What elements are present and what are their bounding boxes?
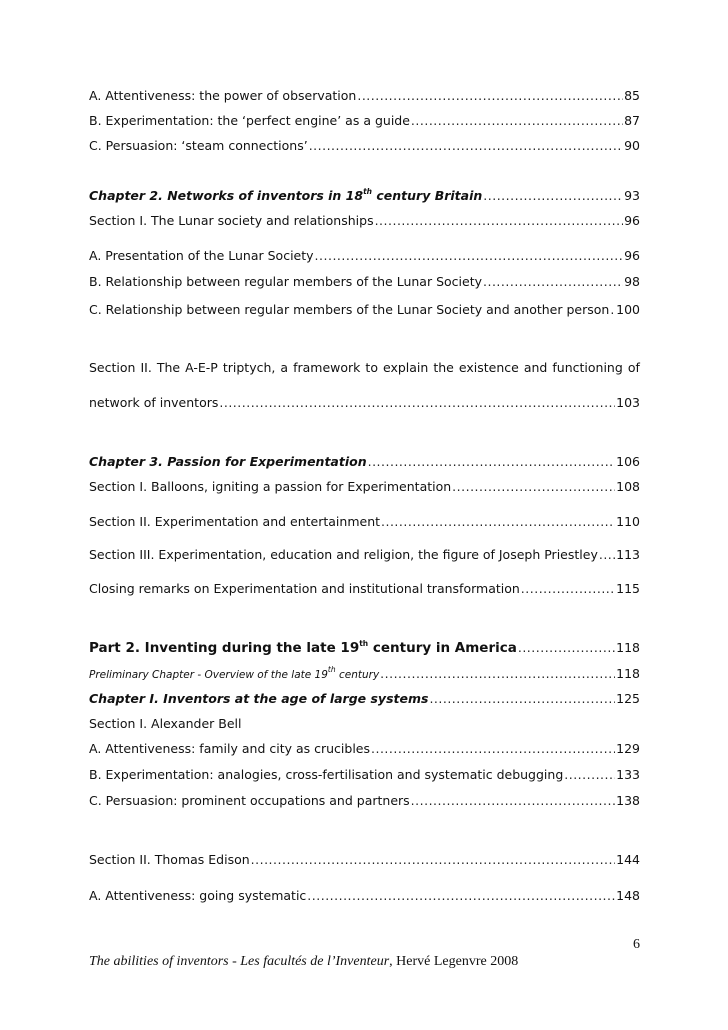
toc-page-number: 96 (624, 248, 640, 263)
title-word: existence (458, 360, 519, 375)
toc-page-number: 85 (624, 88, 640, 103)
toc-leader (251, 852, 615, 868)
toc-page-number: 98 (624, 274, 640, 289)
title-word: framework (293, 360, 361, 375)
toc-leader (219, 395, 615, 411)
toc-page-number: 133 (616, 767, 640, 782)
toc-leader (518, 640, 615, 656)
toc-page-number: 148 (616, 888, 640, 903)
toc-entry-label: A. Presentation of the Lunar Society (89, 248, 314, 263)
toc-subheading[interactable]: Section I. Alexander Bell (89, 716, 242, 731)
entry-title-part: Preliminary Chapter - Overview of the late 19 (89, 669, 328, 681)
toc-entry-label: C. Persuasion: ‘steam connections’ (89, 138, 308, 153)
toc-chapter-label: Chapter 3. Passion for Experimentation (89, 454, 367, 469)
part-title-part: Part 2. Inventing during the late 19 (89, 640, 360, 656)
toc-entry[interactable] (89, 479, 640, 495)
title-word: II. (140, 360, 152, 375)
toc-page-number: 118 (616, 640, 640, 655)
toc-entry[interactable] (89, 302, 640, 318)
toc-leader (357, 88, 623, 104)
toc-page-number: 110 (616, 514, 640, 529)
toc-entry[interactable] (89, 213, 640, 229)
toc-entry[interactable] (89, 547, 640, 563)
toc-entry[interactable] (89, 248, 640, 264)
title-word: of (627, 360, 640, 375)
toc-entry-label: A. Attentiveness: the power of observation (89, 88, 357, 103)
title-word: explain (383, 360, 429, 375)
title-word: the (433, 360, 454, 375)
toc-entry[interactable] (89, 741, 640, 757)
toc-entry-label (89, 667, 379, 683)
toc-entry[interactable] (89, 852, 640, 868)
toc-part-entry[interactable] (89, 640, 640, 656)
toc-leader (381, 514, 615, 530)
toc-page-number: 106 (616, 454, 640, 469)
toc-entry-label: Section I. The Lunar society and relationships (89, 213, 374, 228)
toc-leader (599, 547, 615, 563)
toc-page-number: 129 (616, 741, 640, 756)
ordinal-suffix: th (359, 639, 369, 648)
toc-page-number: 115 (616, 581, 640, 596)
toc-section-title-line[interactable] (89, 360, 640, 376)
footer-title: The abilities of inventors - Les facultés de l’Inventeur (89, 954, 390, 969)
toc-entry[interactable] (89, 88, 640, 104)
toc-leader (429, 691, 615, 707)
title-word: The (156, 360, 181, 375)
toc-entry[interactable] (89, 888, 640, 904)
toc-leader (564, 767, 615, 783)
toc-page-number: 96 (624, 213, 640, 228)
toc-leader (307, 888, 615, 904)
toc-leader (411, 793, 615, 809)
toc-part-label (89, 640, 517, 656)
title-word: A-E-P (185, 360, 218, 375)
toc-entry[interactable] (89, 793, 640, 809)
toc-entry-label: B. Experimentation: the ‘perfect engine’ as a guide (89, 113, 410, 128)
toc-leader (380, 666, 615, 682)
toc-chapter-entry[interactable] (89, 454, 640, 470)
ordinal-suffix: th (327, 665, 336, 674)
toc-page-number: 100 (616, 302, 640, 317)
toc-leader (309, 138, 623, 154)
toc-page-number: 90 (624, 138, 640, 153)
title-word: Section (89, 360, 136, 375)
toc-entry[interactable] (89, 581, 640, 597)
toc-entry-label: Section II. Experimentation and entertainment (89, 514, 381, 529)
page-number: 6 (633, 937, 640, 952)
toc-page-number: 87 (624, 113, 640, 128)
toc-chapter-label: Chapter I. Inventors at the age of large systems (89, 691, 429, 706)
title-word: a (280, 360, 289, 375)
toc-leader (521, 581, 615, 597)
toc-leader (483, 274, 623, 290)
chapter-title-part: century Britain (372, 188, 483, 203)
toc-page-number: 108 (616, 479, 640, 494)
toc-entry-label: Closing remarks on Experimentation and institutional transformation (89, 581, 520, 596)
toc-entry[interactable] (89, 514, 640, 530)
title-word: and (523, 360, 548, 375)
toc-entry[interactable] (89, 274, 640, 290)
toc-page-number: 113 (616, 547, 640, 562)
toc-entry[interactable] (89, 113, 640, 129)
toc-page-number: 138 (616, 793, 640, 808)
toc-entry-label: Section I. Balloons, igniting a passion for Experimentation (89, 479, 452, 494)
title-word: functioning (552, 360, 623, 375)
toc-leader (375, 213, 624, 229)
toc-page-number: 125 (616, 691, 640, 706)
toc-entry-label: Section II. Thomas Edison (89, 852, 250, 867)
toc-page-number: 103 (616, 395, 640, 410)
toc-entry[interactable] (89, 395, 640, 411)
toc-chapter-label (89, 188, 482, 204)
toc-leader (483, 188, 623, 204)
page-footer (89, 954, 518, 970)
toc-entry-label: C. Relationship between regular members of the Lunar Society and another person (89, 302, 610, 317)
toc-entry-label: network of inventors (89, 395, 219, 410)
toc-chapter-entry[interactable] (89, 188, 640, 204)
toc-entry[interactable] (89, 767, 640, 783)
part-title-part: century in America (368, 640, 517, 656)
toc-leader (368, 454, 616, 470)
toc-leader (610, 302, 615, 318)
toc-page-number: 144 (616, 852, 640, 867)
toc-page-number: 118 (616, 666, 640, 681)
title-word: triptych, (222, 360, 276, 375)
toc-entry-label: C. Persuasion: prominent occupations and partners (89, 793, 410, 808)
toc-entry[interactable] (89, 666, 640, 683)
toc-leader (452, 479, 615, 495)
toc-chapter-entry[interactable] (89, 691, 640, 707)
chapter-title-part: Chapter 2. Networks of inventors in 18 (89, 188, 364, 203)
toc-entry-label: B. Relationship between regular members of the Lunar Society (89, 274, 482, 289)
toc-entry-label: A. Attentiveness: family and city as crucibles (89, 741, 371, 756)
toc-entry-label: A. Attentiveness: going systematic (89, 888, 307, 903)
entry-title-part: century (335, 669, 380, 681)
toc-entry-label: Section III. Experimentation, education and religion, the figure of Joseph Priestley (89, 547, 598, 562)
title-word: to (365, 360, 378, 375)
toc-leader (371, 741, 615, 757)
toc-leader (315, 248, 624, 264)
toc-leader (411, 113, 623, 129)
toc-page-number: 93 (624, 188, 640, 203)
toc-entry[interactable] (89, 138, 640, 154)
toc-entry-label: B. Experimentation: analogies, cross-fertilisation and systematic debugging (89, 767, 564, 782)
footer-author: , Hervé Legenvre 2008 (389, 954, 519, 969)
ordinal-suffix: th (363, 187, 373, 196)
